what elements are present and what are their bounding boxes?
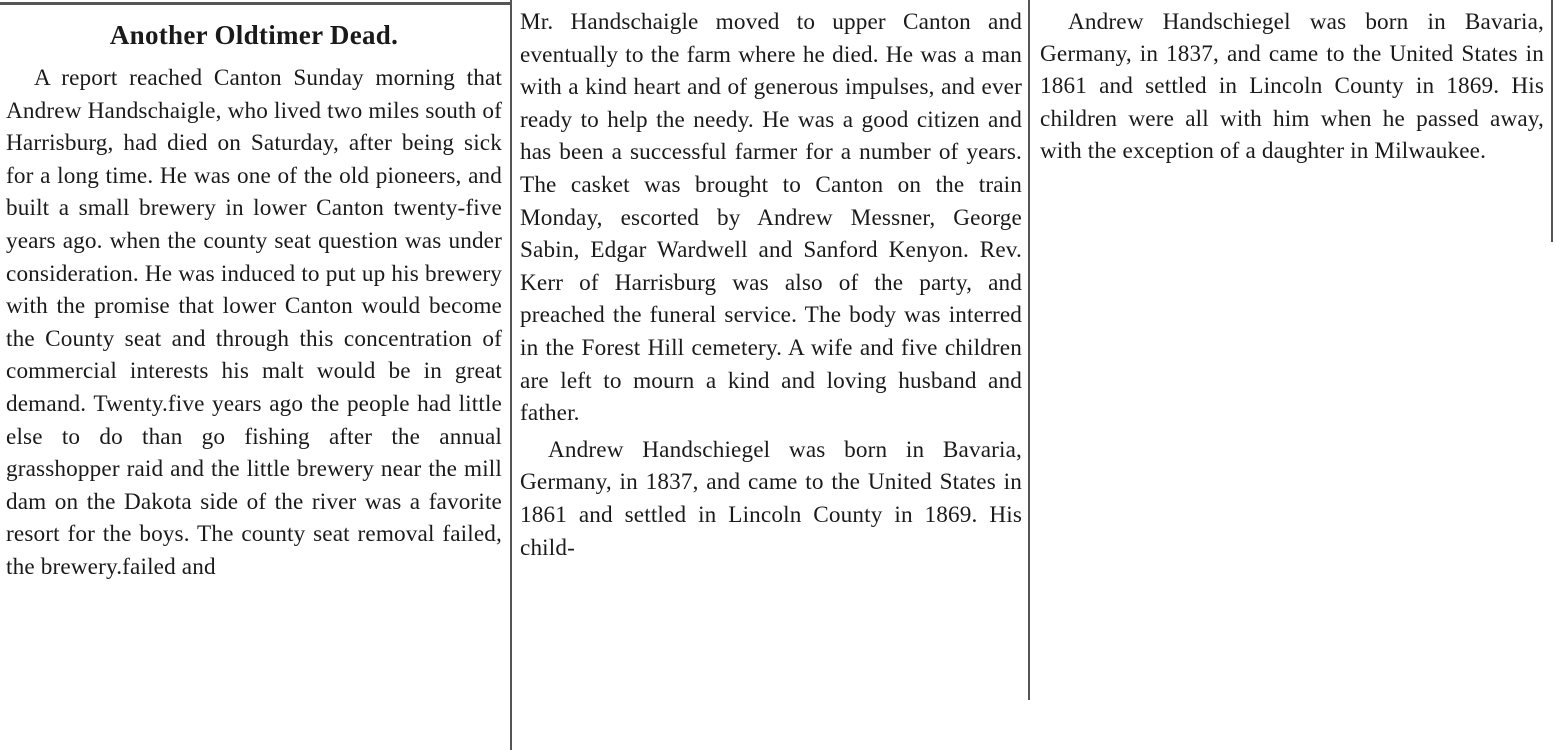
column-1-paragraph-1: A report reached Canton Sunday morning that Andrew Handschaigle, who lived two miles south of Harrisburg, had died on Saturday, after being sick for a long time. He was one of the old pioneers, and built a small brewery in lower Canton twenty-five years ago. when the county seat question was under consideration. He was induced to put up his brewery with the promise that lower Canton would become the County seat and through this concentration of commercial interests his malt would be in great demand. Twenty.five years ago the people had little else to do than go fishing after the annual grasshopper raid and the little brewery near the mill dam on the Dakota side of the river was a favorite resort for the boys. The county seat removal failed, the brewery.failed and: [6, 65, 502, 580]
column-3-paragraph-1: Andrew Handschiegel was born in Bavaria, Germany, in 1837, and came to the United States in 1861 and settled in Lincoln County in 1869. His children were all with him when he passed away, with the exception of a daughter in Milwaukee.: [1040, 9, 1544, 164]
article-headline: Another Oldtimer Dead.: [109, 20, 399, 50]
column-1: [6, 20, 502, 584]
column-2-paragraph-1: Mr. Handschaigle moved to upper Canton and eventually to the farm where he died. He was a man with a kind heart and of generous impulses, and ever ready to help the needy. He was a good citizen and has been a successful farmer for a number of years. The casket was brought to Canton on the train Monday, escorted by Andrew Messner, George Sabin, Edgar Wardwell and Sanford Kenyon. Rev. Kerr of Harrisburg was also of the party, and preached the funeral service. The body was interred in the Forest Hill cemetery. A wife and five children are left to mourn a kind and loving husband and father.: [520, 9, 1022, 427]
column-3: [1040, 6, 1544, 167]
column-rule-1: [510, 0, 512, 750]
column-rule-3: [1551, 0, 1553, 242]
column-rule-2: [1028, 0, 1030, 700]
column-2: [520, 6, 1022, 564]
top-rule: [0, 2, 512, 5]
column-2-paragraph-2: Andrew Handschiegel was born in Bavaria, Germany, in 1837, and came to the United States in 1861 and settled in Lincoln County in 1869. His child-: [520, 436, 1022, 561]
